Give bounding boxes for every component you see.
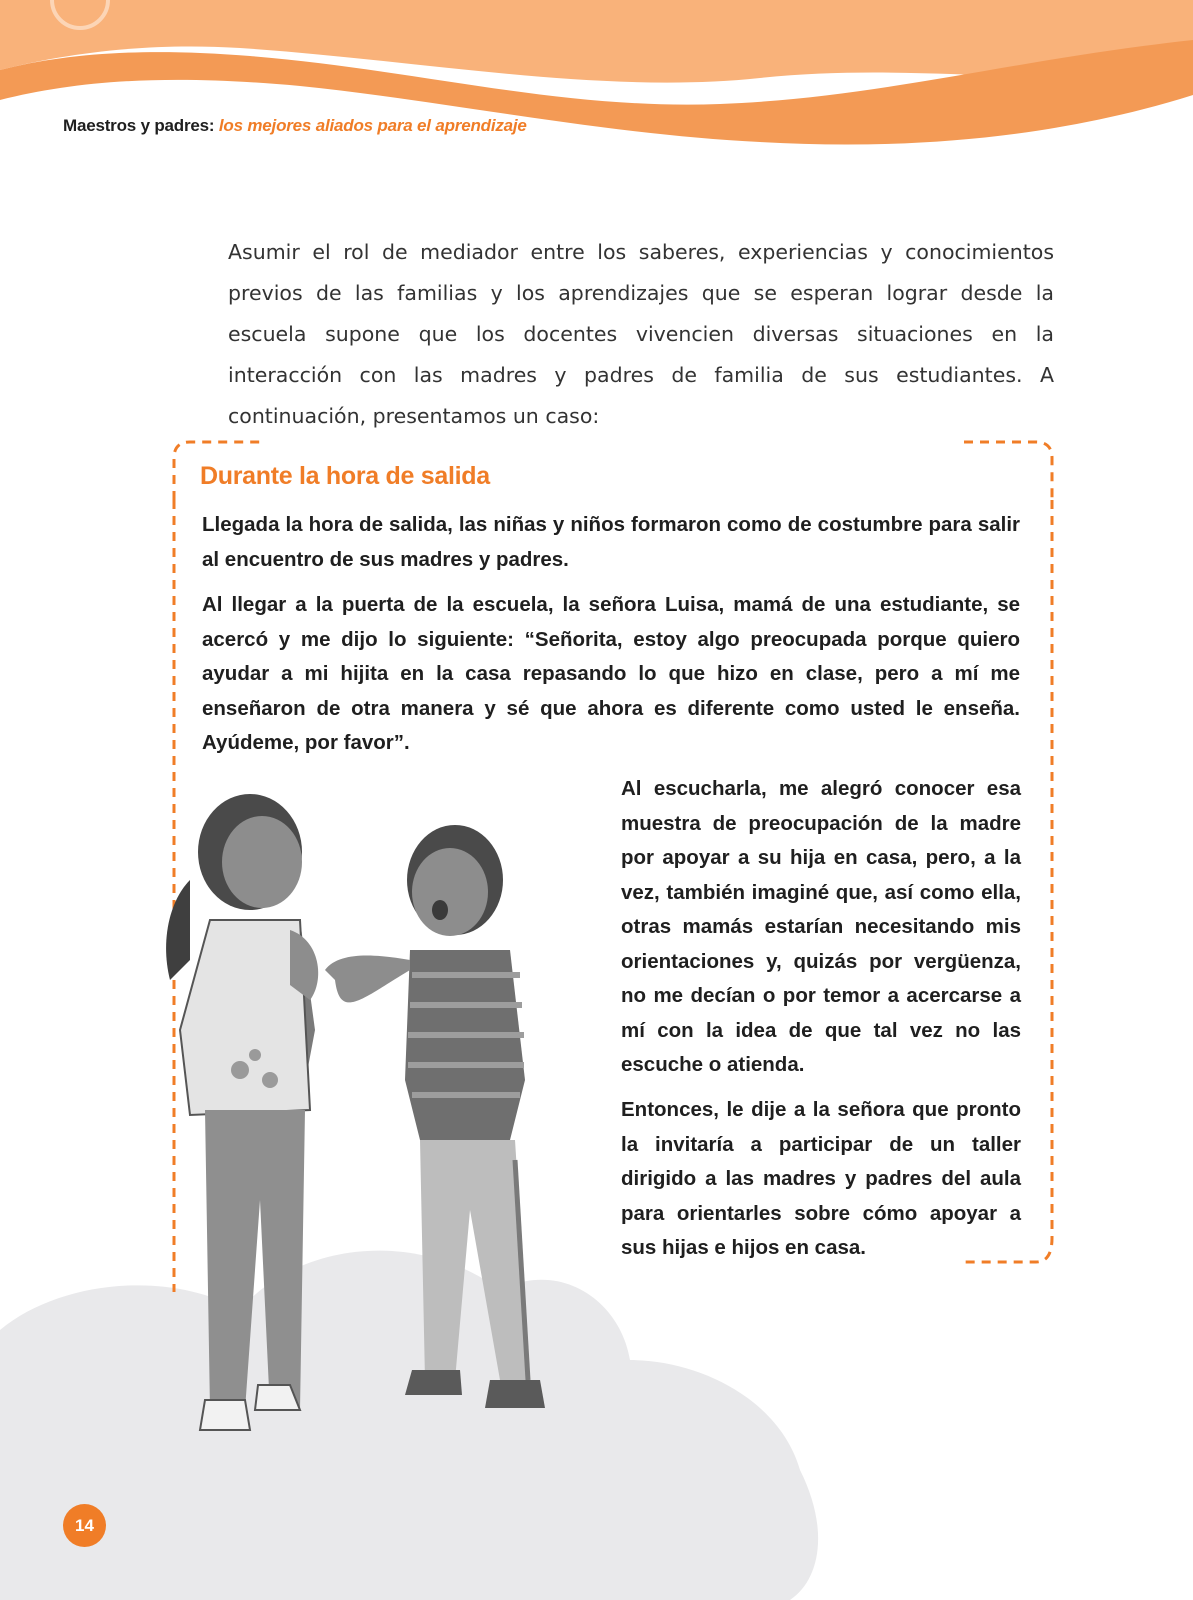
running-head-lead: Maestros y padres:	[63, 116, 215, 135]
running-head-accent: los mejores aliados para el aprendizaje	[218, 116, 527, 135]
mother-figure	[325, 825, 545, 1408]
teacher-and-mother-illustration	[150, 780, 610, 1460]
case-paragraph-3: Al escucharla, me alegró conocer esa muestra de preocupación de la madre por apoyar a su hija en casa, pero, a la vez, también imaginé que, así como ella, otras mamás estarían necesitando mis orientaciones y, quizás por vergüenza, no me decían o por temor a acercarse a mí con la idea de que tal vez no las escuche o atienda.	[621, 777, 1021, 1076]
teacher-figure	[166, 794, 318, 1430]
intro-paragraph: Asumir el rol de mediador entre los saberes, experiencias y conocimientos previos de las familias y los aprendizajes que se esperan lograr desde la escuela supone que los docentes vivencien diversas situaciones en la interacción con las madres y padres de familia de sus estudiantes. A continuación, presentamos un caso:	[228, 240, 1054, 428]
case-paragraph-4: Entonces, le dije a la señora que pronto la invitaría a participar de un taller dirigido a las madres y padres del aula para orientarles sobre cómo apoyar a sus hijas e hijos en casa.	[621, 1098, 1021, 1259]
page-number-badge: 14	[63, 1504, 106, 1547]
running-head	[63, 116, 527, 136]
case-paragraph-2: Al llegar a la puerta de la escuela, la señora Luisa, mamá de una estudiante, se acercó y me dijo lo siguiente: “Señorita, estoy algo preocupada porque quiero ayudar a mi hijita en la casa repasando lo que hizo en clase, pero a mí me enseñaron de otra manera y sé que ahora es diferente como usted le enseña. Ayúdeme, por favor”.	[202, 593, 1020, 754]
case-title: Durante la hora de salida	[200, 462, 490, 490]
case-frame-top-right	[964, 442, 1052, 500]
case-paragraph-1: Llegada la hora de salida, las niñas y niños formaron como de costumbre para salir al encuentro de sus madres y padres.	[202, 513, 1020, 571]
